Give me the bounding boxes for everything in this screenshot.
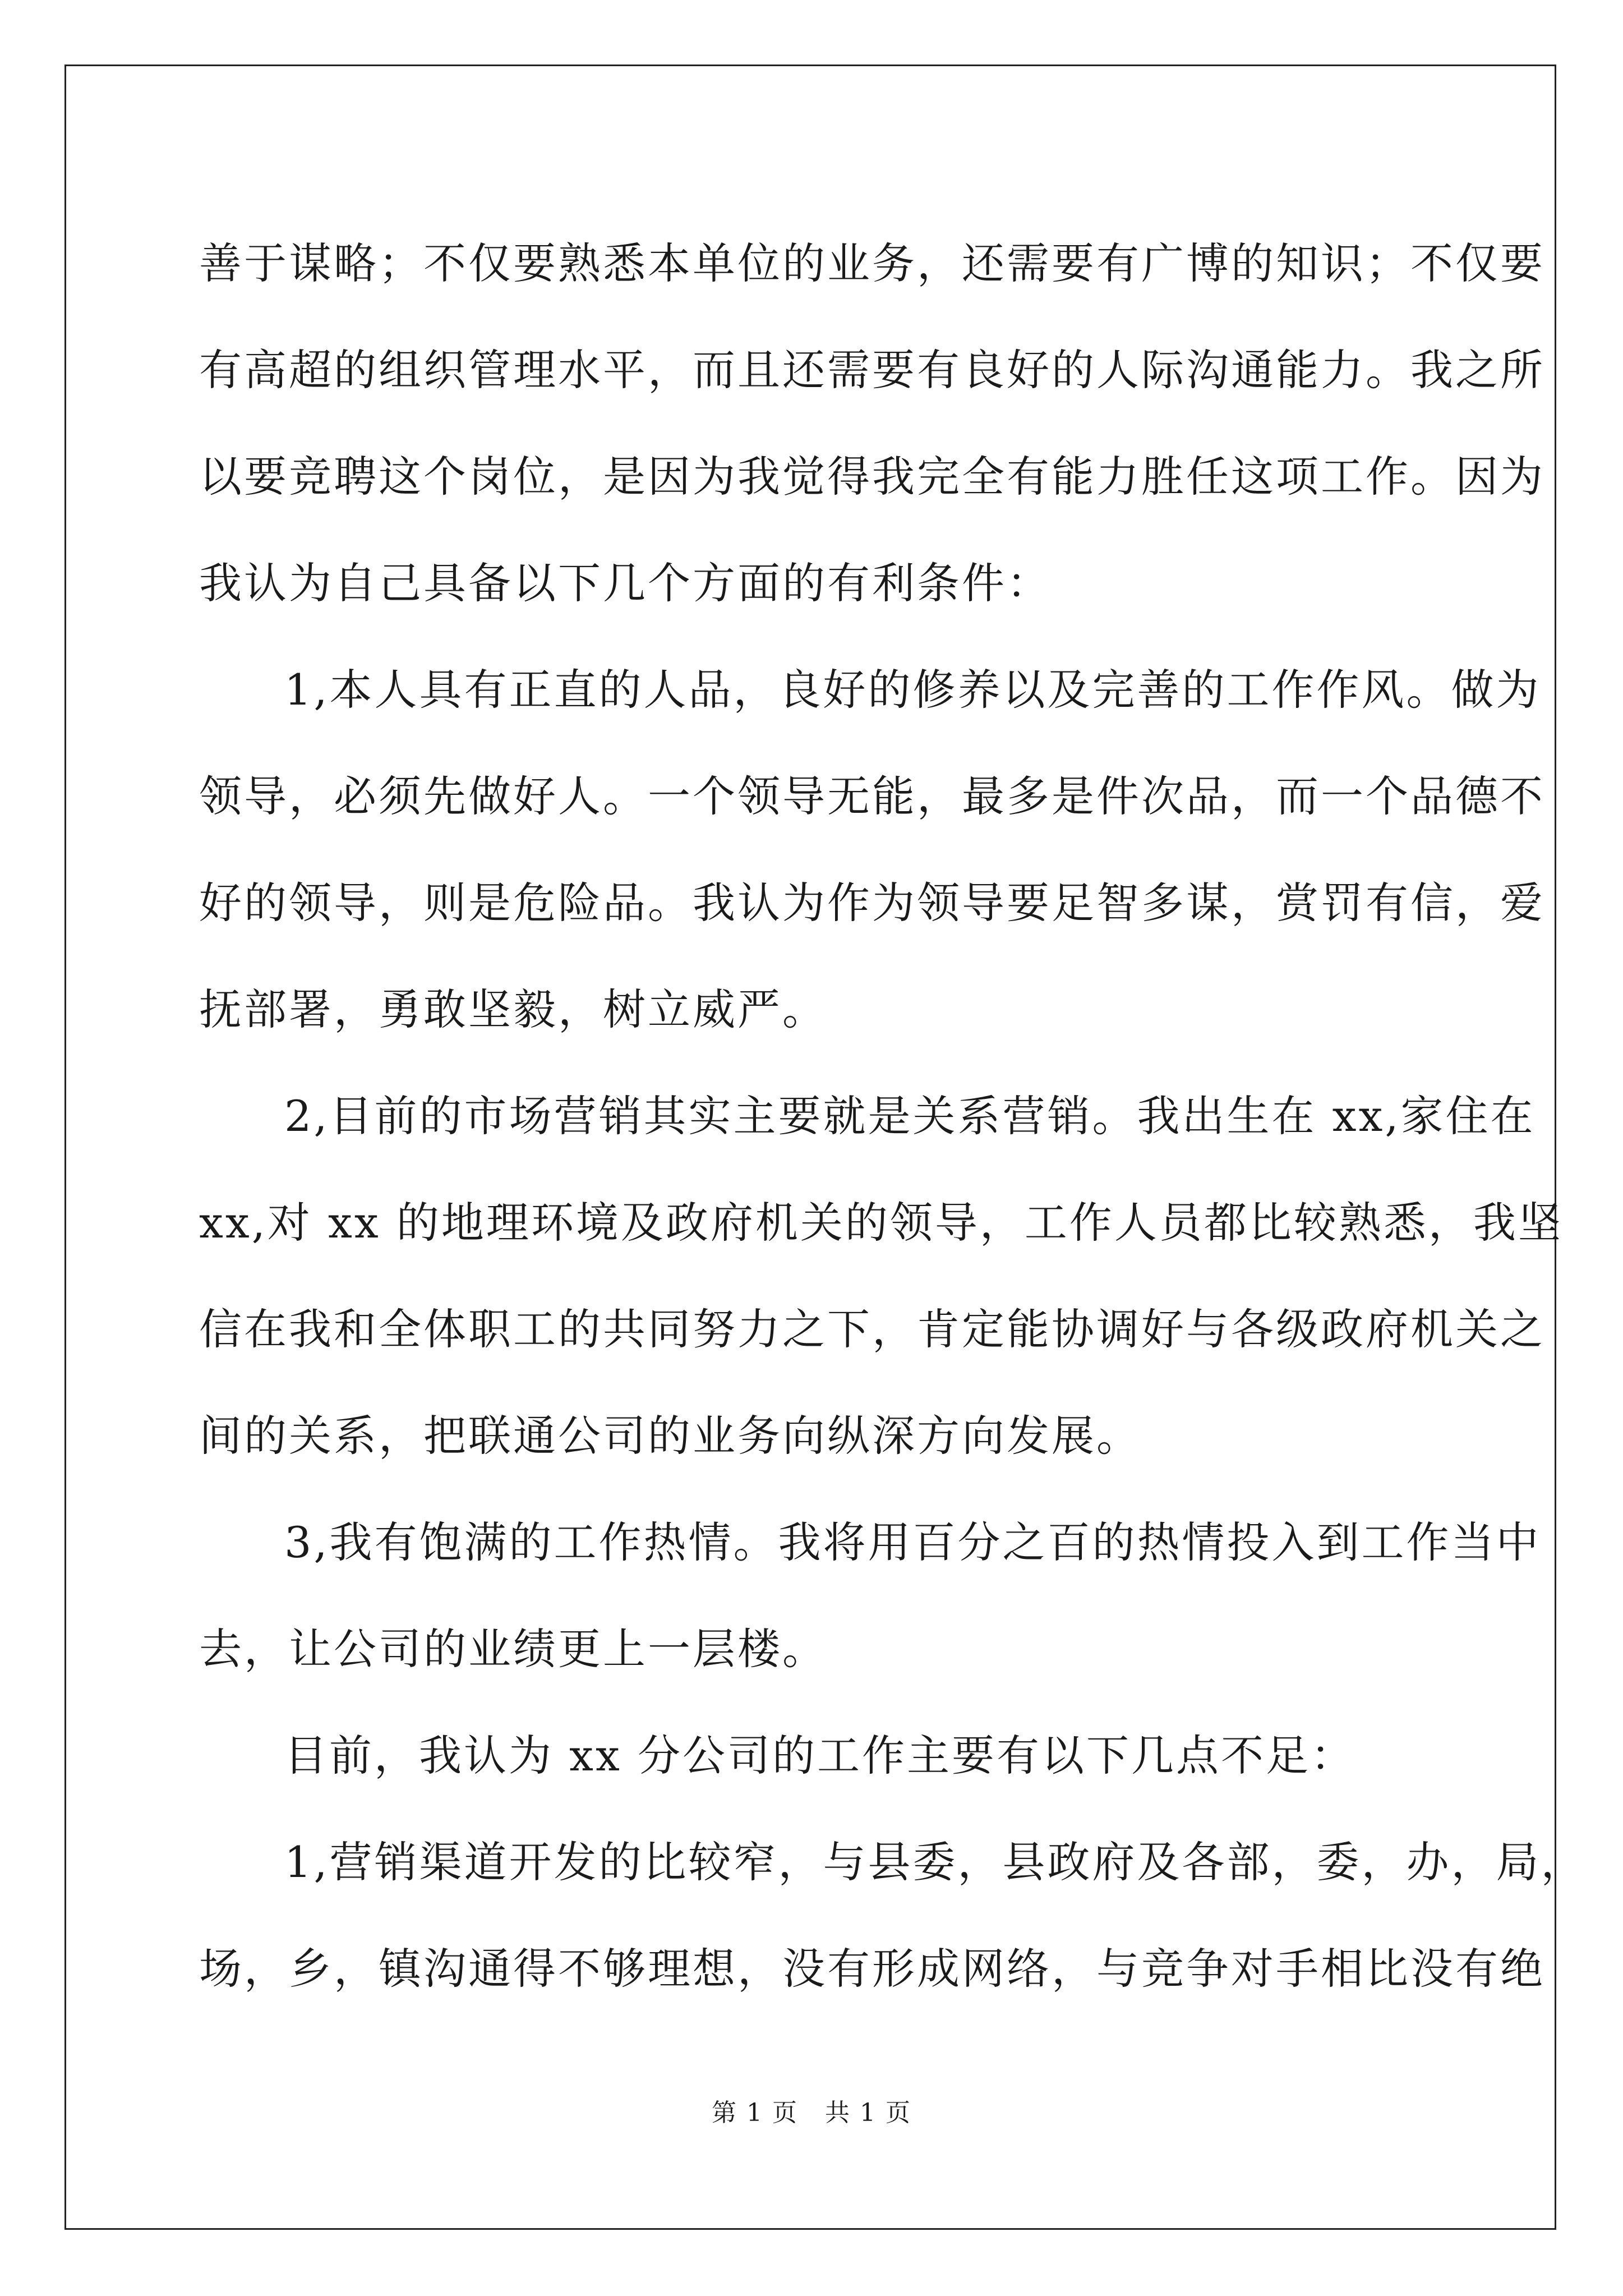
text-line: 3,我有饱满的工作热情。我将用百分之百的热情投入到工作当中	[284, 1517, 1541, 1567]
text-line: 2,目前的市场营销其实主要就是关系营销。我出生在 xx,家住在	[284, 1091, 1536, 1141]
text-line: 领导，必须先做好人。一个领导无能，最多是件次品，而一个品德不	[199, 771, 1545, 821]
text-line: 好的领导，则是危险品。我认为作为领导要足智多谋，赏罚有信，爱	[199, 878, 1545, 928]
text-line: 抚部署，勇敢坚毅，树立威严。	[199, 984, 827, 1034]
text-line: 间的关系，把联通公司的业务向纵深方向发展。	[199, 1411, 1141, 1461]
text-line: 场，乡，镇沟通得不够理想，没有形成网络，与竞争对手相比没有绝	[199, 1944, 1545, 1994]
text-line: 目前，我认为 xx 分公司的工作主要有以下几点不足：	[284, 1731, 1356, 1780]
text-line: 我认为自己具备以下几个方面的有利条件：	[199, 558, 1052, 608]
page-total: 共 1 页	[824, 2099, 911, 2127]
text-line: 1,营销渠道开发的比较窄，与县委，县政府及各部，委，办，局，	[284, 1837, 1586, 1887]
text-line: 去，让公司的业绩更上一层楼。	[199, 1624, 827, 1674]
text-line: 信在我和全体职工的共同努力之下，肯定能协调好与各级政府机关之	[199, 1304, 1545, 1354]
text-line: 以要竞聘这个岗位，是因为我觉得我完全有能力胜任这项工作。因为	[199, 452, 1545, 501]
text-line: 有高超的组织管理水平，而且还需要有良好的人际沟通能力。我之所	[199, 345, 1545, 395]
document-body	[199, 210, 1586, 2022]
text-line: xx,对 xx 的地理环境及政府机关的领导，工作人员都比较熟悉，我坚	[199, 1198, 1563, 1248]
page-footer	[0, 2092, 1623, 2128]
text-line: 1,本人具有正直的人品，良好的修养以及完善的工作作风。做为	[284, 665, 1541, 715]
text-line: 善于谋略；不仅要熟悉本单位的业务，还需要有广博的知识；不仅要	[199, 238, 1545, 288]
page-number: 第 1 页	[712, 2099, 799, 2127]
